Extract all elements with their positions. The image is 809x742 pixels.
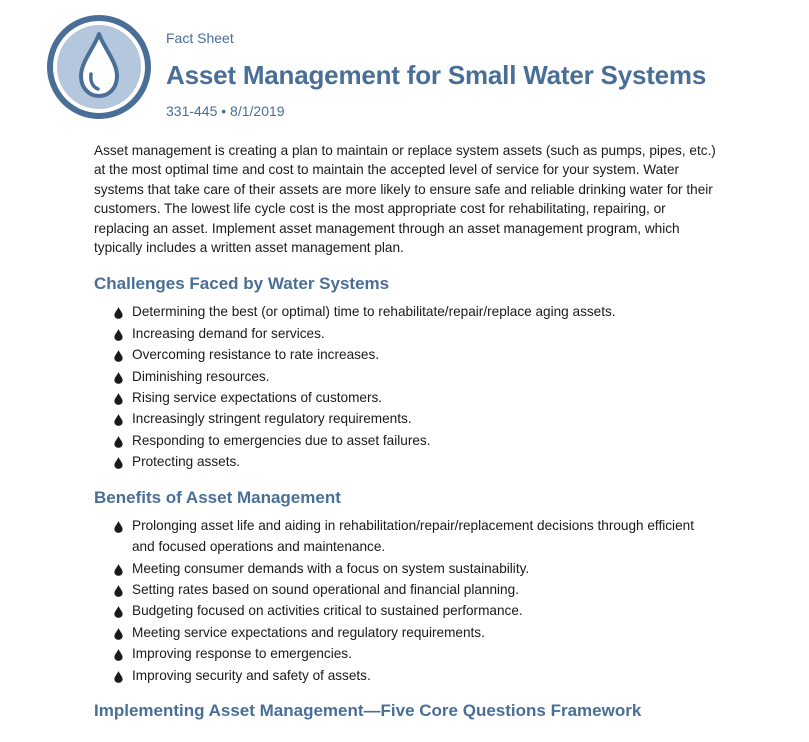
list-item bbox=[94, 515, 716, 558]
list-item-text: Diminishing resources. bbox=[132, 368, 270, 384]
water-drop-bullet-icon bbox=[114, 436, 123, 448]
water-drop-bullet-icon bbox=[114, 414, 123, 426]
list-item-text: Rising service expectations of customers. bbox=[132, 390, 383, 406]
water-drop-bullet-icon bbox=[114, 372, 123, 384]
list-item bbox=[94, 643, 716, 664]
water-drop-logo-icon bbox=[46, 14, 152, 120]
water-drop-bullet-icon bbox=[114, 350, 123, 362]
list-item-text: Setting rates based on sound operational and financial planning. bbox=[132, 581, 519, 597]
list-item-text: Prolonging asset life and aiding in rehabilitation/repair/replacement decisions through efficient and focused operations and maintenance. bbox=[132, 517, 694, 555]
water-drop-bullet-icon bbox=[114, 628, 123, 640]
water-drop-bullet-icon bbox=[114, 329, 123, 341]
section-heading-challenges: Challenges Faced by Water Systems bbox=[94, 274, 390, 294]
challenges-list bbox=[94, 301, 716, 472]
water-drop-bullet-icon bbox=[114, 585, 123, 597]
document-body bbox=[94, 141, 716, 722]
list-item-text: Determining the best (or optimal) time to rehabilitate/repair/replace aging assets. bbox=[132, 304, 616, 320]
section-heading-benefits: Benefits of Asset Management bbox=[94, 487, 341, 507]
water-drop-bullet-icon bbox=[114, 671, 123, 683]
water-drop-bullet-icon bbox=[114, 649, 123, 661]
list-item bbox=[94, 558, 716, 579]
water-drop-bullet-icon bbox=[114, 564, 123, 576]
list-item-text: Improving security and safety of assets. bbox=[132, 667, 371, 683]
list-item bbox=[94, 430, 716, 451]
water-drop-bullet-icon bbox=[114, 457, 123, 469]
list-item bbox=[94, 387, 716, 408]
list-item-text: Budgeting focused on activities critical to sustained performance. bbox=[132, 603, 523, 619]
water-drop-bullet-icon bbox=[114, 606, 123, 618]
list-item-text: Overcoming resistance to rate increases. bbox=[132, 347, 380, 363]
list-item-text: Improving response to emergencies. bbox=[132, 646, 352, 662]
list-item-text: Meeting service expectations and regulatory requirements. bbox=[132, 624, 485, 640]
list-item bbox=[94, 622, 716, 643]
page-title: Asset Management for Small Water Systems bbox=[166, 60, 707, 90]
list-item-text: Increasing demand for services. bbox=[132, 325, 325, 341]
document-header bbox=[166, 28, 789, 121]
list-item bbox=[94, 344, 716, 365]
water-drop-bullet-icon bbox=[114, 393, 123, 405]
section-heading-implementing: Implementing Asset Management—Five Core Questions Framework bbox=[94, 700, 642, 720]
list-item bbox=[94, 665, 716, 686]
list-item bbox=[94, 366, 716, 387]
list-item bbox=[94, 301, 716, 322]
list-item bbox=[94, 600, 716, 621]
list-item bbox=[94, 579, 716, 600]
doc-number-date: 331-445 • 8/1/2019 bbox=[166, 103, 285, 119]
list-item-text: Increasingly stringent regulatory requirements. bbox=[132, 411, 412, 427]
water-drop-bullet-icon bbox=[114, 307, 123, 319]
water-drop-bullet-icon bbox=[114, 521, 123, 533]
list-item bbox=[94, 451, 716, 472]
list-item bbox=[94, 323, 716, 344]
list-item bbox=[94, 408, 716, 429]
benefits-list bbox=[94, 515, 716, 686]
doc-type-label: Fact Sheet bbox=[166, 30, 234, 46]
intro-paragraph: Asset management is creating a plan to maintain or replace system assets (such as pumps, pipes, etc.) at the most optimal time and cost to maintain the accepted level of service for your system. Water systems that take care of their assets are more likely to ensure safe and reliable drinking water for their customers. The lowest life cycle cost is the most appropriate cost for rehabilitating, repairing, or replacing an asset. Implement asset management through an asset management program, which typically includes a written asset management plan. bbox=[94, 143, 716, 256]
list-item-text: Responding to emergencies due to asset failures. bbox=[132, 432, 431, 448]
list-item-text: Protecting assets. bbox=[132, 454, 241, 470]
list-item-text: Meeting consumer demands with a focus on system sustainability. bbox=[132, 560, 530, 576]
